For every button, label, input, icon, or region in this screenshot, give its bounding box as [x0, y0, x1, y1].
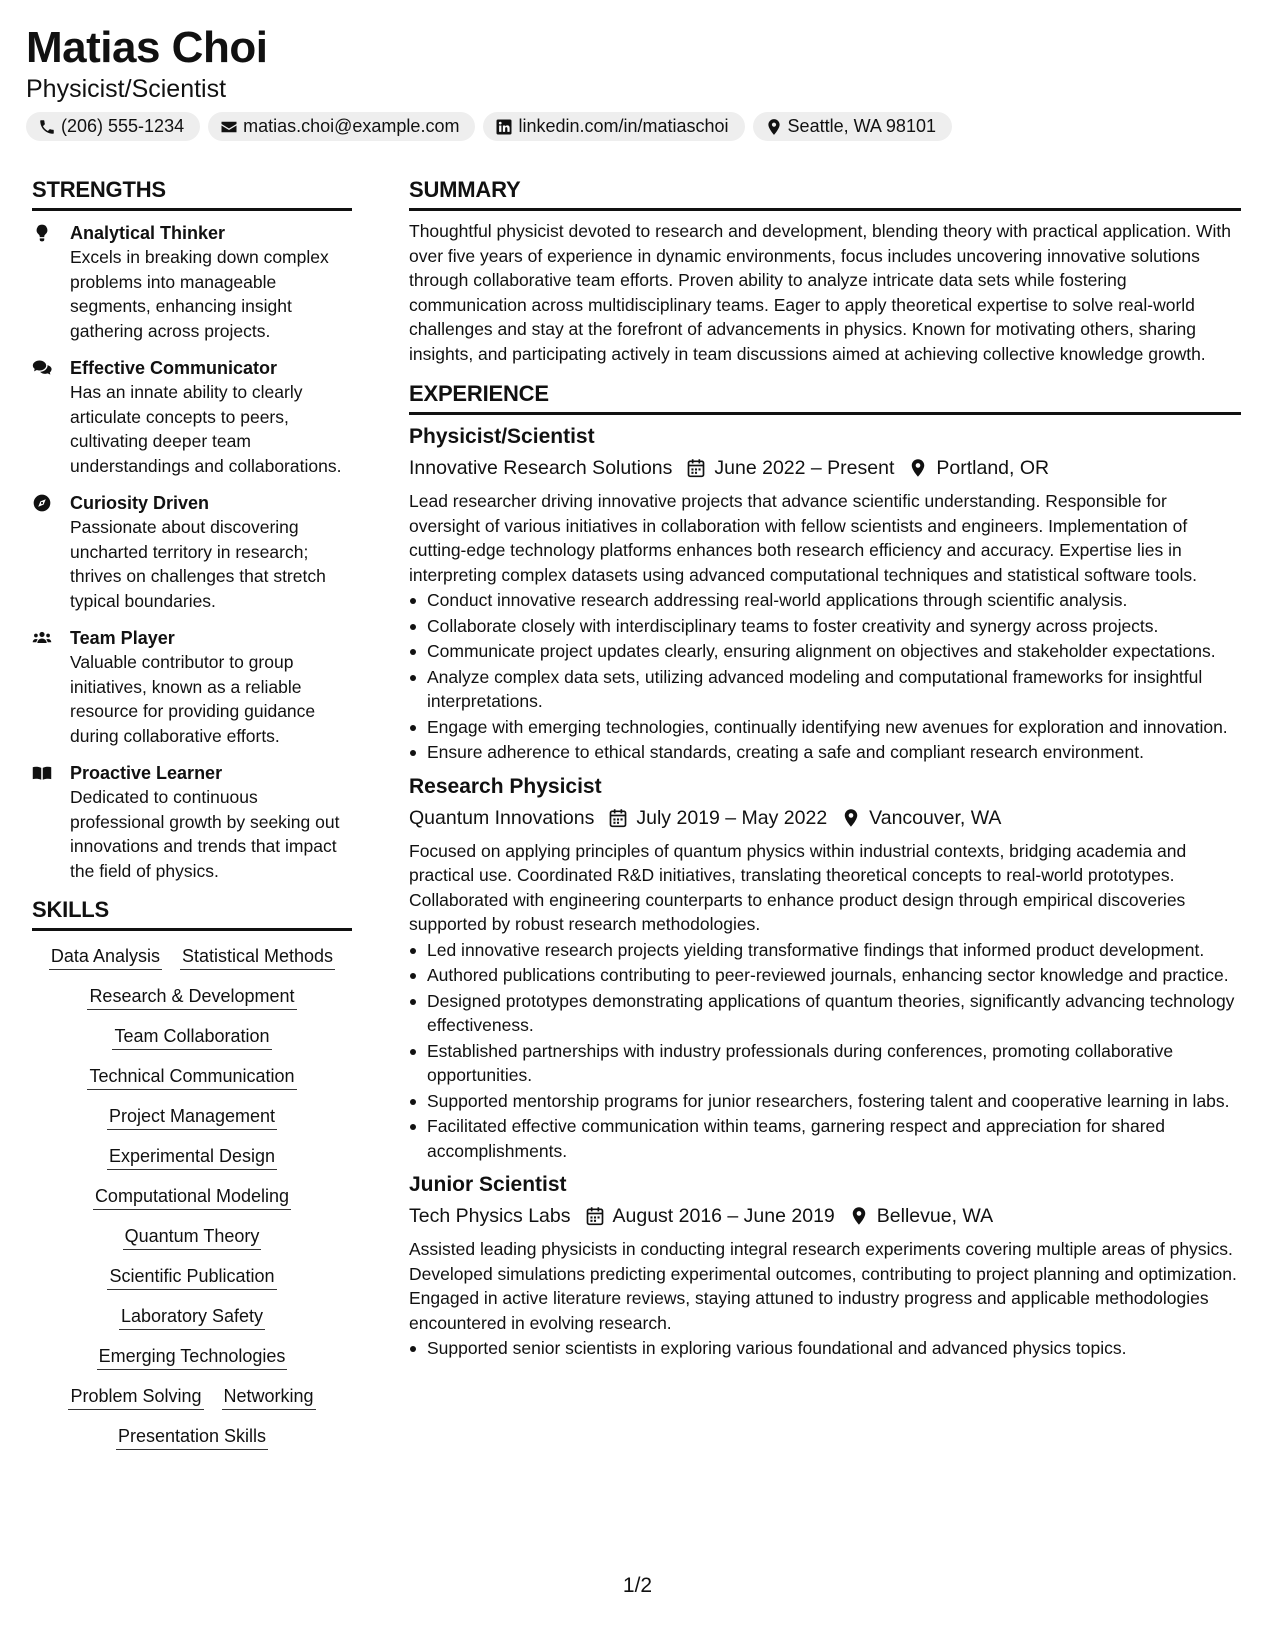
job-bullets — [409, 938, 1241, 1164]
candidate-name: Matias Choi — [26, 23, 268, 72]
strengths-heading: STRENGTHS — [32, 176, 352, 211]
job-bullet: Designed prototypes demonstrating applications of quantum theories, significantly advancing technology effectiveness. — [409, 989, 1241, 1038]
job-role: Junior Scientist — [409, 1173, 567, 1196]
job-location: Vancouver, WA — [869, 806, 1002, 829]
skill-tag: Computational Modeling — [93, 1183, 291, 1210]
job-company: Quantum Innovations — [409, 806, 595, 829]
skill-tag: Presentation Skills — [116, 1423, 268, 1450]
strength-item — [32, 761, 352, 883]
contact-bar — [26, 112, 1246, 141]
map-pin-icon — [841, 808, 861, 828]
phone-icon — [38, 118, 56, 136]
skill-tag: Problem Solving — [68, 1383, 203, 1410]
job-bullet: Facilitated effective communication within teams, garnering respect and appreciation for shared accomplishments. — [409, 1114, 1241, 1163]
experience-heading: EXPERIENCE — [409, 380, 1241, 415]
job-bullet: Established partnerships with industry professionals during conferences, promoting collaborative opportunities. — [409, 1039, 1241, 1088]
comments-icon — [32, 358, 52, 378]
job-bullet: Communicate project updates clearly, ensuring alignment on objectives and stakeholder expectations. — [409, 639, 1241, 664]
job-role: Research Physicist — [409, 774, 602, 798]
skill-tag: Laboratory Safety — [119, 1303, 265, 1330]
job-bullet: Ensure adherence to ethical standards, creating a safe and compliant research environment. — [409, 740, 1241, 765]
job-company: Innovative Research Solutions — [409, 457, 673, 479]
strength-desc: Has an innate ability to clearly articulate concepts to peers, cultivating deeper team understandings and collaborations. — [70, 382, 342, 476]
envelope-icon — [220, 118, 238, 136]
job-bullets — [409, 588, 1241, 765]
users-icon — [32, 628, 52, 648]
job-location: Bellevue, WA — [876, 1205, 994, 1227]
job-entry — [409, 773, 1241, 1164]
skill-tag: Quantum Theory — [123, 1223, 262, 1250]
strength-name: Proactive Learner — [70, 763, 223, 783]
job-dates: July 2019 – May 2022 — [636, 806, 828, 829]
skill-tag: Team Collaboration — [112, 1023, 271, 1050]
job-role: Physicist/Scientist — [409, 425, 595, 448]
summary-heading: SUMMARY — [409, 176, 1241, 211]
compass-icon — [32, 493, 52, 513]
job-entry — [409, 423, 1241, 765]
strength-desc: Passionate about discovering uncharted territory in research; thrives on challenges that stretch typical boundaries. — [70, 517, 326, 611]
contact-linkedin-text: linkedin.com/in/matiaschoi — [518, 116, 729, 136]
strength-desc: Excels in breaking down complex problems into manageable segments, enhancing insight gathering across projects. — [70, 247, 329, 341]
strength-name: Curiosity Driven — [70, 493, 210, 513]
job-dates: August 2016 – June 2019 — [612, 1205, 835, 1227]
contact-phone-text: (206) 555-1234 — [61, 116, 185, 136]
calendar-icon — [585, 1206, 605, 1226]
linkedin-icon — [495, 118, 513, 136]
book-open-icon — [32, 763, 52, 783]
job-entry — [409, 1171, 1241, 1361]
summary-text: Thoughtful physicist devoted to research and development, blending theory with practical application. With over five years of experience in dynamic environments, focus includes uncovering innovative solutions through collaborative team efforts. Proven ability to analyze intricate data sets while fostering communication across multidisciplinary teams. Eager to apply theoretical expertise to solve real-world challenges and stay at the forefront of advancements in physics. Known for motivating others, sharing insights, and participating actively in team discussions aimed at achieving collective knowledge growth. — [409, 221, 1231, 364]
skill-tag: Data Analysis — [49, 943, 162, 970]
skill-tag: Project Management — [107, 1103, 277, 1130]
job-meta — [409, 453, 1241, 483]
page-number: 1/2 — [622, 1574, 653, 1597]
contact-email-text: matias.choi@example.com — [243, 116, 460, 136]
map-pin-icon — [908, 458, 928, 478]
job-location: Portland, OR — [936, 457, 1050, 479]
job-description: Lead researcher driving innovative projects that advance scientific understanding. Responsible for oversight of various initiatives in collaboration with fellow scientists and engineers. Implementation of cutting-edge technology platforms enhances both research efficiency and accuracy. Expertise lies in interpreting complex datasets using advanced computational techniques and statistical software tools. — [409, 491, 1197, 585]
skill-tag: Emerging Technologies — [97, 1343, 288, 1370]
skill-tag: Statistical Methods — [180, 943, 335, 970]
job-bullet: Analyze complex data sets, utilizing advanced modeling and computational frameworks for insightful interpretations. — [409, 665, 1241, 714]
job-company: Tech Physics Labs — [409, 1205, 571, 1227]
job-description: Assisted leading physicists in conducting integral research experiments covering multiple areas of physics. Developed simulations predicting experimental outcomes, contributing to project planning and optimization. Engaged in active literature reviews, staying attuned to industry progress and applicable methodologies encountered in evolving research. — [409, 1239, 1237, 1333]
job-bullet: Supported mentorship programs for junior researchers, fostering talent and cooperative learning in labs. — [409, 1089, 1241, 1114]
map-pin-icon — [765, 118, 783, 136]
job-bullet: Authored publications contributing to peer-reviewed journals, enhancing sector knowledge and practice. — [409, 963, 1241, 988]
candidate-title: Physicist/Scientist — [26, 75, 227, 103]
strength-name: Team Player — [70, 628, 175, 648]
strength-item — [32, 491, 352, 613]
job-bullet: Collaborate closely with interdisciplinary teams to foster creativity and synergy across projects. — [409, 614, 1241, 639]
strength-item — [32, 356, 352, 478]
skill-tag: Networking — [222, 1383, 316, 1410]
skill-tag: Experimental Design — [107, 1143, 277, 1170]
contact-linkedin[interactable] — [483, 112, 744, 141]
job-description: Focused on applying principles of quantum physics within industrial contexts, bridging academia and practical use. Coordinated R&D initiatives, translating theoretical concepts to real-world prototypes. Collaborated with engineering counterparts to enhance product design through empirical discoveries supported by robust research methodologies. — [409, 840, 1187, 934]
skills-list — [32, 939, 352, 1450]
calendar-icon — [608, 808, 628, 828]
map-pin-icon — [849, 1206, 869, 1226]
skill-tag: Technical Communication — [87, 1063, 296, 1090]
strengths-list — [32, 221, 352, 883]
job-dates: June 2022 – Present — [714, 457, 895, 479]
right-column — [409, 176, 1241, 1362]
strength-desc: Valuable contributor to group initiatives, known as a reliable resource for providing guidance during collaborative efforts. — [70, 652, 316, 746]
skill-tag: Research & Development — [87, 983, 296, 1010]
job-bullet: Supported senior scientists in exploring various foundational and advanced physics topics. — [409, 1336, 1241, 1361]
job-bullet: Engage with emerging technologies, continually identifying new avenues for exploration and innovation. — [409, 715, 1241, 740]
strength-name: Effective Communicator — [70, 358, 278, 378]
strength-name: Analytical Thinker — [70, 223, 226, 243]
strength-item — [32, 221, 352, 343]
strength-desc: Dedicated to continuous professional growth by seeking out innovations and trends that impact the field of physics. — [70, 787, 340, 881]
contact-location-text: Seattle, WA 98101 — [787, 116, 936, 136]
strength-item — [32, 626, 352, 748]
left-column — [32, 176, 352, 1450]
contact-phone[interactable] — [26, 112, 200, 141]
job-meta — [409, 803, 1241, 833]
calendar-icon — [686, 458, 706, 478]
job-bullet: Led innovative research projects yielding transformative findings that informed product development. — [409, 938, 1241, 963]
job-bullet: Conduct innovative research addressing real-world applications through scientific analysis. — [409, 588, 1241, 613]
skills-heading: SKILLS — [32, 896, 352, 931]
contact-email[interactable] — [208, 112, 475, 141]
job-meta — [409, 1201, 1241, 1231]
contact-location — [753, 112, 952, 141]
lightbulb-icon — [32, 223, 52, 243]
job-bullets — [409, 1336, 1241, 1361]
skill-tag: Scientific Publication — [107, 1263, 276, 1290]
resume-header — [26, 22, 1246, 141]
